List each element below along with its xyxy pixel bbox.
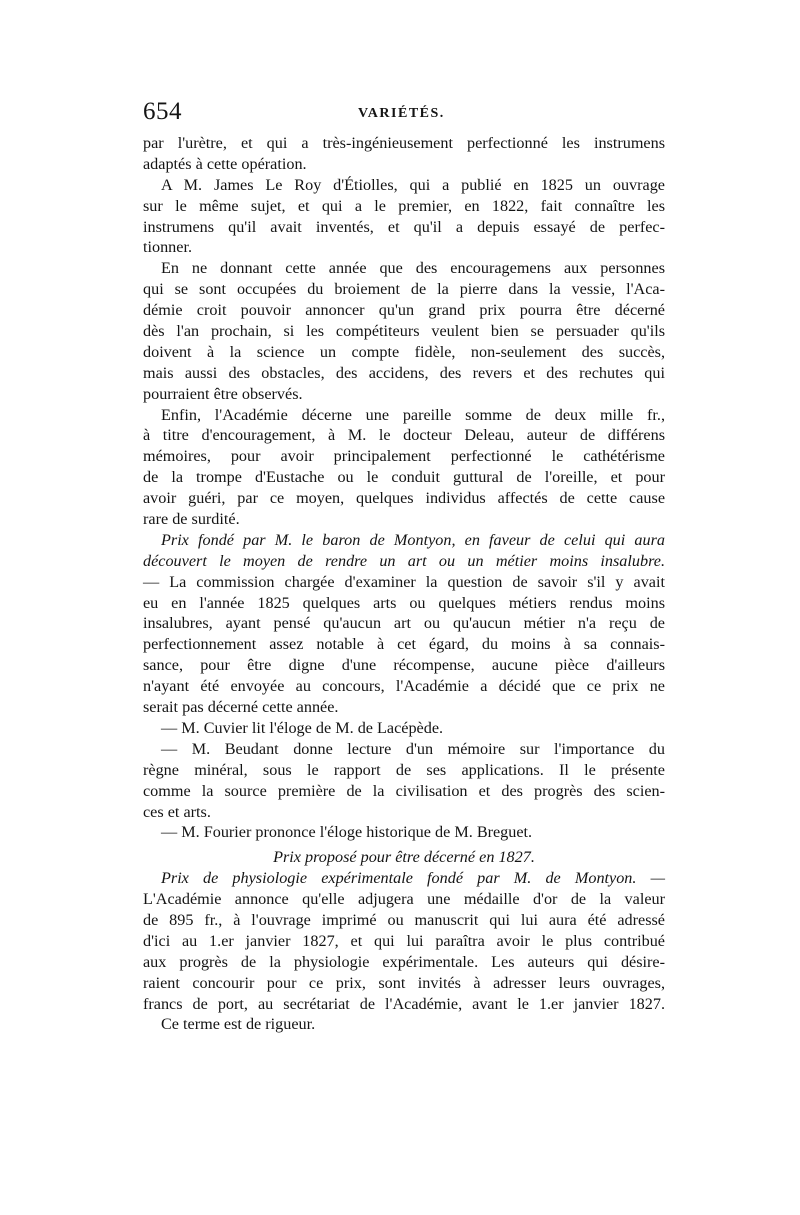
text-line: dès l'an prochain, si les compétiteurs veulent bien se persuader qu'ils	[143, 322, 665, 341]
text-line: — M. Fourier prononce l'éloge historique de M. Breguet.	[161, 823, 533, 842]
text-line: mémoires, pour avoir principalement perfectionné le cathétérisme	[143, 447, 665, 466]
text-line: — La commission chargée d'examiner la question de savoir s'il y avait	[143, 572, 665, 591]
text-line: adaptés à cette opération.	[143, 154, 307, 173]
text-line: à titre d'encouragement, à M. le docteur Deleau, auteur de différens	[143, 426, 665, 445]
text-line: qui se sont occupées du broiement de la pierre dans la vessie, l'Aca-	[143, 280, 665, 299]
text-line: comme la source première de la civilisation et des progrès des scien-	[143, 781, 665, 800]
text-line: Enfin, l'Académie décerne une pareille somme de deux mille fr.,	[161, 405, 665, 424]
text-line: serait pas décerné cette année.	[143, 698, 339, 717]
text-line: ces et arts.	[143, 802, 211, 821]
text-line: sance, pour être digne d'une récompense, aucune pièce d'ailleurs	[143, 656, 665, 675]
text-line: A M. James Le Roy d'Étiolles, qui a publié en 1825 un ouvrage	[161, 175, 665, 194]
text-line: Prix fondé par M. le baron de Montyon, en faveur de celui qui aura	[161, 530, 665, 549]
paragraph	[143, 133, 665, 175]
text-line: rare de surdité.	[143, 510, 240, 529]
page-number: 654	[143, 98, 182, 125]
text-line: — M. Beudant donne lecture d'un mémoire sur l'importance du	[161, 739, 665, 758]
paragraph	[143, 175, 665, 259]
text-line: démie croit pouvoir annoncer qu'un grand prix pourra être décerné	[143, 301, 665, 320]
text-line: aux progrès de la physiologie expérimentale. Les auteurs qui désire-	[143, 952, 665, 971]
paragraph	[143, 718, 665, 739]
text-line: eu en l'année 1825 quelques arts ou quelques métiers rendus moins	[143, 593, 665, 612]
paragraph	[143, 739, 665, 823]
paragraph	[143, 405, 665, 530]
text-line: mais aussi des obstacles, des accidens, des revers et des rechutes qui	[143, 363, 665, 382]
paragraph	[143, 258, 665, 404]
running-head: VARIÉTÉS.	[358, 106, 445, 121]
page-header	[143, 92, 665, 132]
text-line: découvert le moyen de rendre un art ou un métier moins insalubre.	[143, 551, 665, 570]
paragraph	[143, 530, 665, 572]
paragraph	[143, 843, 665, 868]
text-line: perfectionnement assez notable à cet égard, du moins à sa connais-	[143, 635, 665, 654]
text-line: tionner.	[143, 238, 193, 257]
text-line: d'ici au 1.er janvier 1827, et qui lui paraîtra avoir le plus contribué	[143, 931, 665, 950]
text-line: de la trompe d'Eustache ou le conduit guttural de l'oreille, et pour	[143, 468, 665, 487]
text-line: Prix proposé pour être décerné en 1827.	[273, 848, 535, 867]
text-line: par l'urètre, et qui a très-ingénieusement perfectionné les instrumens	[143, 134, 665, 152]
text-line: de 895 fr., à l'ouvrage imprimé ou manuscrit qui lui aura été adressé	[143, 910, 665, 929]
text-line: doivent à la science un compte fidèle, non-seulement des succès,	[143, 342, 665, 361]
text-line: L'Académie annonce qu'elle adjugera une médaille d'or de la valeur	[143, 890, 665, 909]
body-text	[143, 133, 665, 1035]
paragraph	[143, 868, 665, 1035]
text-line: insalubres, ayant pensé qu'aucun art ou qu'aucun métier n'a reçu de	[143, 614, 665, 633]
text-line: sur le même sujet, et qui a le premier, en 1822, fait connaître les	[143, 196, 665, 215]
text-line: francs de port, au secrétariat de l'Académie, avant le 1.er janvier 1827.	[143, 994, 665, 1013]
text-line: avoir guéri, par ce moyen, quelques individus affectés de cette cause	[143, 489, 665, 508]
text-line: raient concourir pour ce prix, sont invités à adresser leurs ouvrages,	[143, 973, 665, 992]
paragraph	[143, 572, 665, 718]
text-line: — M. Cuvier lit l'éloge de M. de Lacépède.	[161, 718, 444, 737]
text-line: En ne donnant cette année que des encouragemens aux personnes	[161, 259, 665, 278]
text-line: Prix de physiologie expérimentale fondé par M. de Montyon. —	[161, 869, 665, 888]
text-line: instrumens qu'il avait inventés, et qu'il a depuis essayé de perfec-	[143, 217, 665, 236]
paragraph	[143, 822, 665, 843]
text-line: n'ayant été envoyée au concours, l'Académie a décidé que ce prix ne	[143, 677, 665, 696]
text-line: pourraient être observés.	[143, 384, 303, 403]
text-line: règne minéral, sous le rapport de ses applications. Il le présente	[143, 760, 665, 779]
text-line: Ce terme est de rigueur.	[161, 1015, 316, 1034]
